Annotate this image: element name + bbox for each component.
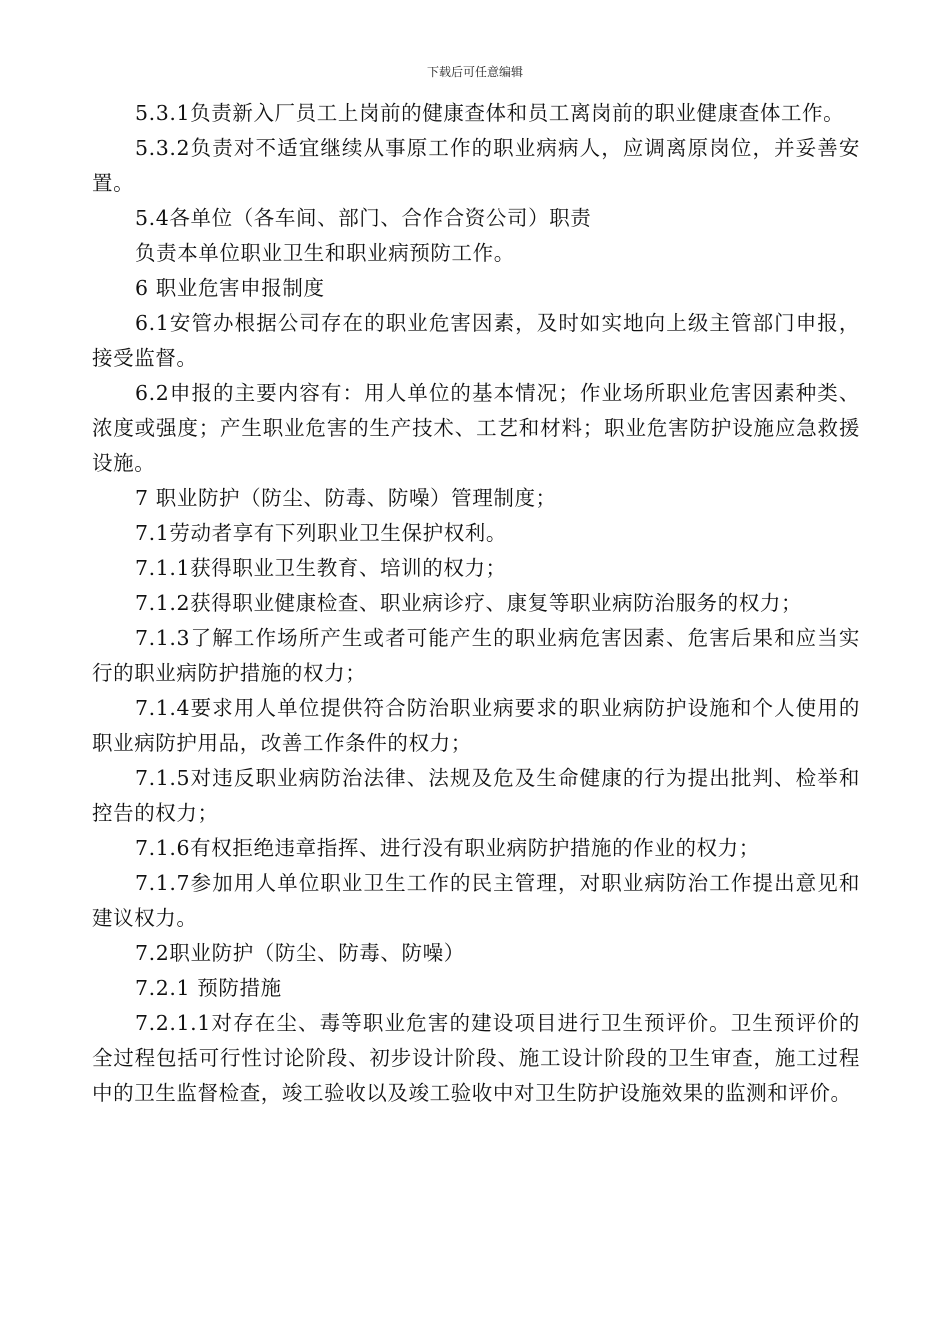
paragraph-5-3-2: 5.3.2负责对不适宜继续从事原工作的职业病病人，应调离原岗位，并妥善安置。 — [92, 136, 860, 195]
paragraph-7-1: 7.1劳动者享有下列职业卫生保护权利。 — [135, 521, 508, 545]
paragraph-6-2: 6.2申报的主要内容有：用人单位的基本情况；作业场所职业危害因素种类、浓度或强度；产生职业危害的生产技术、工艺和材料；职业危害防护设施应急救援设施。 — [92, 381, 860, 475]
paragraph-7-1-2: 7.1.2获得职业健康检查、职业病诊疗、康复等职业病防治服务的权力； — [135, 591, 803, 615]
paragraph-7-1-5: 7.1.5对违反职业病防治法律、法规及危及生命健康的行为提出批判、检举和控告的权力； — [92, 766, 860, 825]
paragraph-7-1-3: 7.1.3了解工作场所产生或者可能产生的职业病危害因素、危害后果和应当实行的职业病防护措施的权力； — [92, 626, 860, 685]
paragraph-7-1-6: 7.1.6有权拒绝违章指挥、进行没有职业病防护措施的作业的权力； — [135, 836, 760, 860]
paragraph-7-1-4: 7.1.4要求用人单位提供符合防治职业病要求的职业病防护设施和个人使用的职业病防护用品，改善工作条件的权力； — [92, 696, 860, 755]
document-body — [92, 96, 860, 1111]
paragraph-7-1-7: 7.1.7参加用人单位职业卫生工作的民主管理，对职业病防治工作提出意见和建议权力。 — [92, 871, 860, 930]
section-7-heading: 7 职业防护（防尘、防毒、防噪）管理制度； — [135, 486, 557, 510]
paragraph-7-2-1-1: 7.2.1.1对存在尘、毒等职业危害的建设项目进行卫生预评价。卫生预评价的全过程包括可行性讨论阶段、初步设计阶段、施工设计阶段的卫生审查，施工过程中的卫生监督检查，竣工验收以及竣工验收中对卫生防护设施效果的监测和评价。 — [92, 1011, 860, 1105]
paragraph-7-2-heading: 7.2职业防护（防尘、防毒、防噪） — [135, 941, 465, 965]
paragraph-5-4-heading: 5.4各单位（各车间、部门、合作合资公司）职责 — [135, 206, 592, 230]
section-6-heading: 6 职业危害申报制度 — [135, 276, 325, 300]
paragraph-5-4-body: 负责本单位职业卫生和职业病预防工作。 — [135, 241, 515, 265]
paragraph-6-1: 6.1安管办根据公司存在的职业危害因素，及时如实地向上级主管部门申报，接受监督。 — [92, 311, 860, 370]
paragraph-5-3-1: 5.3.1负责新入厂员工上岗前的健康查体和员工离岗前的职业健康查体工作。 — [135, 101, 845, 125]
paragraph-7-1-1: 7.1.1获得职业卫生教育、培训的权力； — [135, 556, 507, 580]
page-header-note: 下载后可任意编辑 — [426, 65, 523, 79]
paragraph-7-2-1-heading: 7.2.1 预防措施 — [135, 976, 282, 1000]
